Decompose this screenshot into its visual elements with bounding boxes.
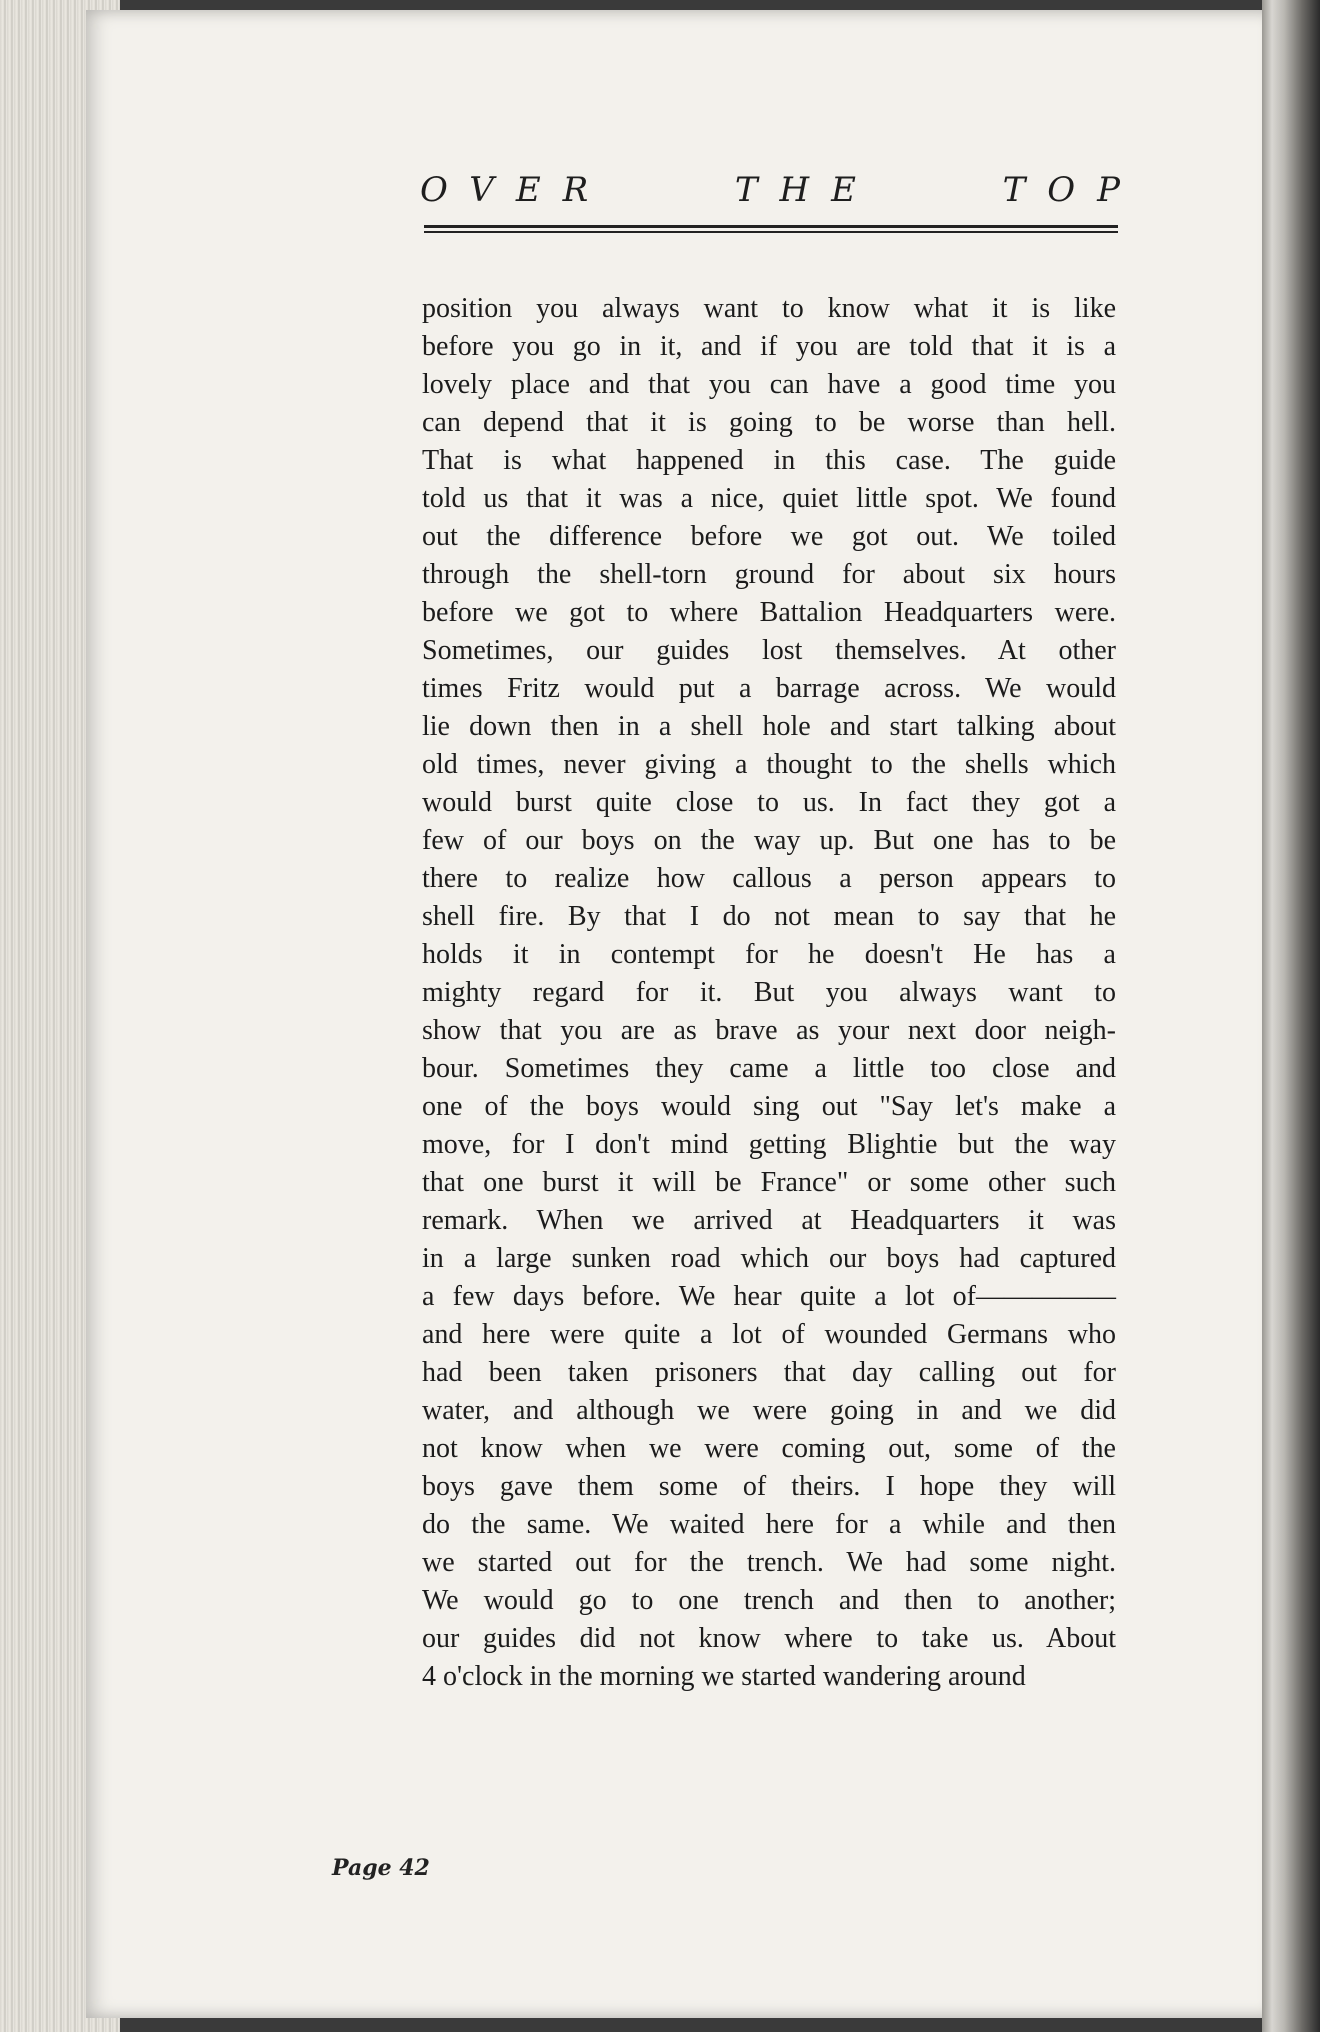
text-line: that one burst it will be France" or some other such [422, 1167, 1116, 1198]
text-line: before we got to where Battalion Headquarters were. [422, 597, 1116, 628]
text-line: bour. Sometimes they came a little too close and [422, 1053, 1116, 1084]
text-line: old times, never giving a thought to the shells which [422, 749, 1116, 780]
text-line: mighty regard for it. But you always want to [422, 977, 1116, 1008]
text-line: times Fritz would put a barrage across. We would [422, 673, 1116, 704]
text-line: out the difference before we got out. We toiled [422, 521, 1116, 552]
page-number: Page 42 [332, 1855, 430, 1881]
text-line: water, and although we were going in and we did [422, 1395, 1116, 1426]
text-line: remark. When we arrived at Headquarters it was [422, 1205, 1116, 1236]
text-line: there to realize how callous a person appears to [422, 863, 1116, 894]
text-line: Sometimes, our guides lost themselves. At other [422, 635, 1116, 666]
text-line: lie down then in a shell hole and start talking about [422, 711, 1116, 742]
text-line: told us that it was a nice, quiet little spot. We found [422, 483, 1116, 514]
text-line: That is what happened in this case. The guide [422, 445, 1116, 476]
text-line: few of our boys on the way up. But one has to be [422, 825, 1116, 856]
text-line: move, for I don't mind getting Blightie but the way [422, 1129, 1116, 1160]
body-text [422, 290, 1116, 1696]
text-line: in a large sunken road which our boys had captured [422, 1243, 1116, 1274]
text-line: had been taken prisoners that day calling out for [422, 1357, 1116, 1388]
running-header-word: OVER [420, 170, 611, 210]
text-line: not know when we were coming out, some of the [422, 1433, 1116, 1464]
text-line: through the shell-torn ground for about six hours [422, 559, 1116, 590]
text-line: do the same. We waited here for a while and then [422, 1509, 1116, 1540]
page-edge-right [1262, 0, 1320, 2032]
running-header-word: THE [734, 170, 878, 210]
text-line: and here were quite a lot of wounded Germans who [422, 1319, 1116, 1350]
text-line: position you always want to know what it is like [422, 293, 1116, 324]
running-header [420, 170, 1142, 210]
text-line: our guides did not know where to take us. About [422, 1623, 1116, 1654]
text-line: a few days before. We hear quite a lot of————— [422, 1281, 1116, 1312]
text-line: shell fire. By that I do not mean to say that he [422, 901, 1116, 932]
text-line: lovely place and that you can have a good time you [422, 369, 1116, 400]
running-header-word: TOP [1002, 170, 1142, 210]
text-line: holds it in contempt for he doesn't He has a [422, 939, 1116, 970]
text-line: boys gave them some of theirs. I hope they will [422, 1471, 1116, 1502]
text-line: before you go in it, and if you are told that it is a [422, 331, 1116, 362]
text-line: show that you are as brave as your next door neigh- [422, 1015, 1116, 1046]
header-rule [424, 231, 1118, 233]
text-line: one of the boys would sing out "Say let's make a [422, 1091, 1116, 1122]
text-line: can depend that it is going to be worse than hell. [422, 407, 1116, 438]
text-line: We would go to one trench and then to another; [422, 1585, 1116, 1616]
text-line: 4 o'clock in the morning we started wandering around [422, 1661, 1026, 1692]
header-rule [424, 225, 1118, 228]
text-line: would burst quite close to us. In fact they got a [422, 787, 1116, 818]
text-line: we started out for the trench. We had some night. [422, 1547, 1116, 1578]
